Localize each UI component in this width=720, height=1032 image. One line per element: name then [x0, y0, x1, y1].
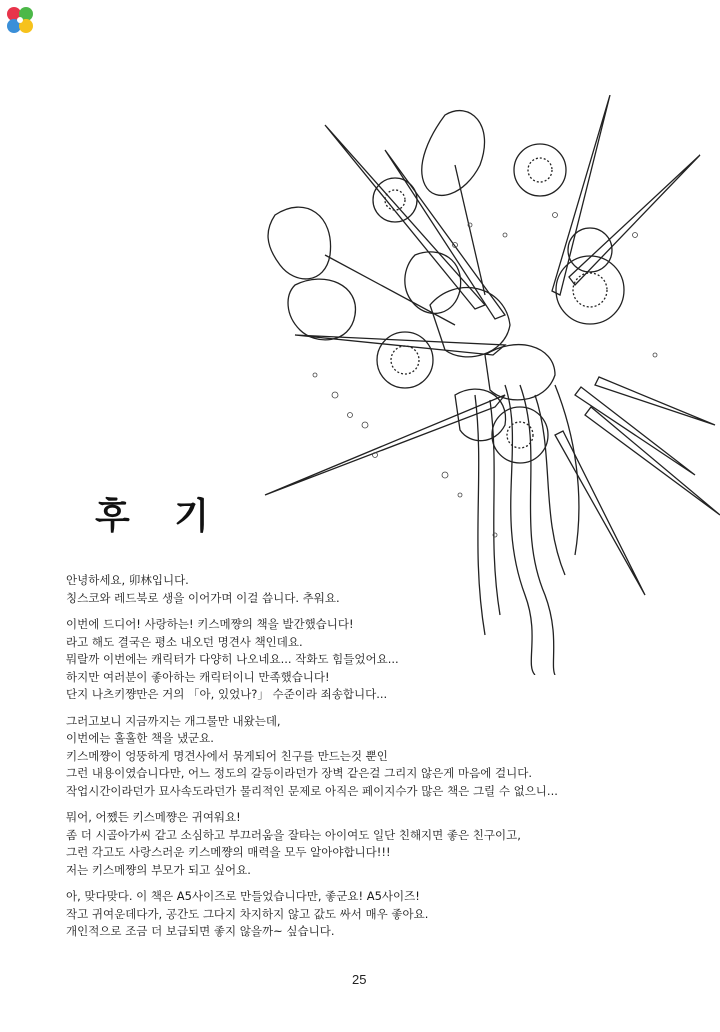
text-line: 키스메쨩이 엉뚱하게 명견사에서 묶게되어 친구를 만드는것 뿐인 [66, 748, 388, 763]
page-number: 25 [352, 972, 367, 987]
text-line: 라고 해도 결국은 평소 내오던 명견사 책인데요. [66, 634, 303, 649]
text-line: 단지 나츠키쨩만은 거의 「아, 있었나?」 수준이라 죄송합니다... [66, 687, 388, 701]
text-line: 작업시간이라던가 묘사속도라던가 물리적인 문제로 아직은 페이지수가 많은 책은 그릴 수 없으니... [66, 783, 558, 798]
page-title: 후 기 [95, 495, 226, 537]
text-line: 작고 귀여운데다가, 공간도 그다지 차지하지 않고 값도 싸서 매우 좋아요. [66, 906, 429, 921]
paragraph-3 [66, 713, 706, 801]
text-line: 뭐어, 어쨌든 키스메쨩은 귀여워요! [66, 810, 241, 824]
text-line: 좀 더 시골아가씨 같고 소심하고 부끄러움을 잘타는 아이여도 일단 친해지면 좋은 친구이고, [66, 827, 521, 842]
paragraph-5 [66, 888, 706, 941]
text-line: 저는 키스메쨩의 부모가 되고 싶어요. [66, 862, 251, 877]
text-line: 그런 각고도 사랑스러운 키스메쨩의 매력을 모두 알아야합니다!!! [66, 845, 391, 859]
text-line: 하지만 여러분이 좋아하는 캐릭터이니 만족했습니다! [66, 669, 330, 684]
text-line: 개인적으로 조금 더 보급되면 좋지 않을까~ 싶습니다. [66, 924, 335, 938]
paragraph-2 [66, 616, 706, 704]
paragraph-1 [66, 572, 706, 607]
text-line: 아, 맞다맞다. 이 책은 A5사이즈로 만들었습니다만, 좋군요! A5사이즈! [66, 889, 420, 903]
text-line: 이번에는 훌훌한 책을 냈군요. [66, 731, 214, 745]
text-line: 안녕하세요, 卯林입니다. [66, 573, 189, 587]
text-line: 뭐랄까 이번에는 캐릭터가 다양히 나오네요... 작화도 힘들었어요... [66, 652, 399, 666]
text-line: 그런 내용이였습니다만, 어느 정도의 갈등이라던가 장벽 같은걸 그리지 않은게 마음에 걸니다. [66, 766, 533, 780]
text-line: 이번에 드디어! 사랑하는! 키스메쨩의 책을 발간했습니다! [66, 617, 354, 631]
afterword-body [66, 572, 706, 950]
clover-logo-icon [2, 2, 38, 38]
paragraph-4 [66, 809, 706, 879]
text-line: 그러고보니 지금까지는 개그물만 내왔는데, [66, 713, 281, 728]
text-line: 칭스코와 레드북로 생을 이어가며 이걸 씁니다. 추워요. [66, 590, 340, 605]
